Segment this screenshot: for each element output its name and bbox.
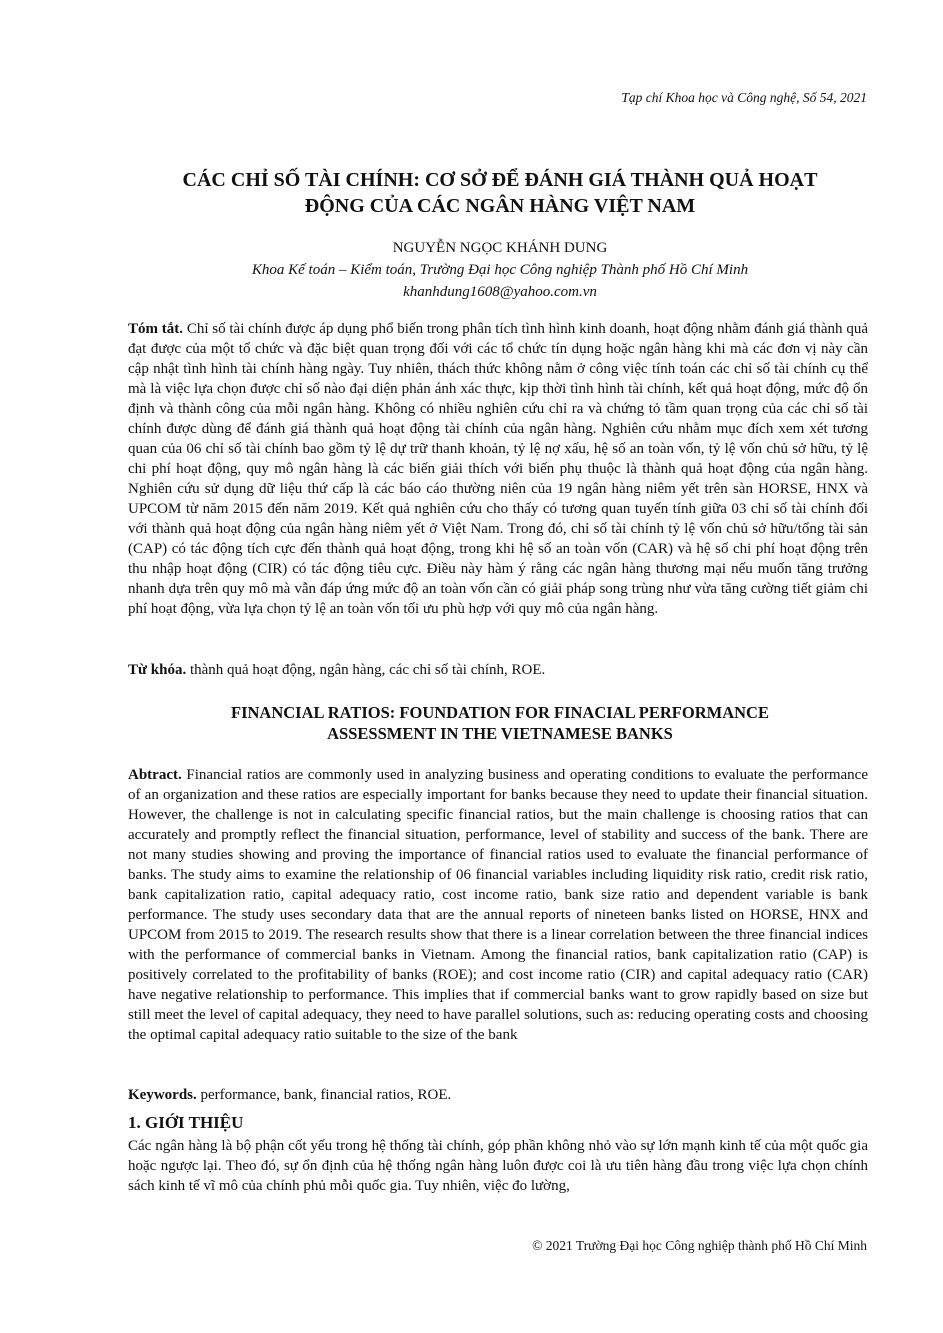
- keywords-english: [128, 1085, 868, 1105]
- abstract-vietnamese-label: Tóm tắt.: [128, 321, 184, 337]
- keywords-vietnamese: [128, 660, 868, 680]
- author-block: [120, 237, 880, 303]
- footer-copyright: © 2021 Trường Đại học Công nghiệp thành phố Hồ Chí Minh: [532, 1238, 867, 1253]
- introduction-paragraph: Các ngân hàng là bộ phận cốt yếu trong hệ thống tài chính, góp phần không nhỏ vào sự lớn mạnh kinh tế của một quốc gia hoặc ngược lại. Theo đó, sự ổn định của hệ thống ngân hàng luôn được coi là ưu tiên hàng đầu trong việc lựa chọn chính sách kinh tế vĩ mô của chính phủ mỗi quốc gia. Tuy nhiên, việc đo lường,: [128, 1138, 868, 1194]
- author-email: khanhdung1608@yahoo.com.vn: [403, 284, 597, 300]
- keywords-vietnamese-label: Từ khóa.: [128, 662, 187, 678]
- title-vietnamese-line1: CÁC CHỈ SỐ TÀI CHÍNH: CƠ SỞ ĐỂ ĐÁNH GIÁ THÀNH QUẢ HOẠT: [182, 169, 818, 191]
- keywords-vietnamese-text: thành quả hoạt động, ngân hàng, các chỉ số tài chính, ROE.: [189, 662, 546, 678]
- abstract-english-text: Financial ratios are commonly used in analyzing business and operating conditions to evaluate the performance of an organization and these ratios are especially important for banks because they need to update their financial situation. However, the challenge is not in calculating specific financial ratios, but the main challenge is choosing ratios that can accurately and promptly reflect the financial situation, performance, level of stability and success of the bank. There are not many studies showing and proving the importance of financial ratios used to evaluate the financial performance of banks. The study aims to examine the relationship of 06 financial variables including liquidity risk ratio, credit risk ratio, bank capitalization ratio, capital adequacy ratio, cost income ratio, bank size ratio and dependent variable is bank performance. The study uses secondary data that are the annual reports of nineteen banks listed on HORSE, HNX and UPCOM from 2015 to 2019. The research results show that there is a linear correlation between the three financial indices with the performance of commercial banks in Vietnam. Among the financial ratios, bank capitalization ratio (CAP) is positively correlated to the profitability of banks (ROE); and cost income ratio (CIR) and capital adequacy ratio (CAR) have negative relationship to performance. This implies that if commercial banks want to grow rapidly based on size but still meet the level of capital adequacy, they need to have parallel solutions, such as: reducing operating costs and choosing the optimal capital adequacy ratio suitable to the size of the bank: [128, 767, 868, 1043]
- abstract-english: [128, 765, 868, 1045]
- abstract-vietnamese: [128, 319, 868, 619]
- section-heading-introduction: 1. GIỚI THIỆU: [128, 1113, 244, 1132]
- journal-header: Tạp chí Khoa học và Công nghệ, Số 54, 2021: [621, 90, 867, 105]
- title-vietnamese-line2: ĐỘNG CỦA CÁC NGÂN HÀNG VIỆT NAM: [304, 195, 696, 217]
- author-affiliation: Khoa Kế toán – Kiểm toán, Trường Đại học Công nghiệp Thành phố Hồ Chí Minh: [251, 262, 749, 278]
- abstract-vietnamese-text: Chỉ số tài chính được áp dụng phổ biến trong phân tích tình hình kinh doanh, hoạt động nhằm đánh giá thành quả đạt được của một tổ chức và đặc biệt quan trọng đối với các tổ chức tín dụng hoặc ngân hàng khi mà các đơn vị này cần cập nhật tình hình tài chính hàng ngày. Tuy nhiên, thách thức không nằm ở công việc tính toán các chỉ số tài chính cụ thể mà là việc lựa chọn được chỉ số nào đại diện phản ánh xác thực, kịp thời tình hình tài chính, kết quả hoạt động, mức độ ổn định và thành công của mỗi ngân hàng. Không có nhiều nghiên cứu chỉ ra và chứng tỏ tầm quan trọng của các chỉ số tài chính được dùng để đánh giá thành quả hoạt động tài chính của ngân hàng. Nghiên cứu nhằm mục đích xem xét tương quan của 06 chỉ số tài chính bao gồm tỷ lệ dự trữ thanh khoản, tỷ lệ nợ xấu, hệ số an toàn vốn, tỷ lệ vốn chủ sở hữu, tỷ lệ chi phí hoạt động, quy mô ngân hàng là các biến giải thích với biến phụ thuộc là thành quả hoạt động của ngân hàng. Nghiên cứu sử dụng dữ liệu thứ cấp là các báo cáo thường niên của 19 ngân hàng niêm yết trên sàn HORSE, HNX và UPCOM từ năm 2015 đến năm 2019. Kết quả nghiên cứu cho thấy có tương quan tuyến tính giữa 03 chỉ số tài chính đối với thành quả hoạt động của ngân hàng niêm yết ở Việt Nam. Trong đó, chỉ số tài chính tỷ lệ vốn chủ sở hữu/tổng tài sản (CAP) có tác động tích cực đến thành quả hoạt động, trong khi hệ số an toàn vốn (CAR) và hệ số chi phí hoạt động trên thu nhập hoạt động (CIR) có tác động tiêu cực. Điều này hàm ý rằng các ngân hàng thương mại nếu muốn tăng trưởng nhanh dựa trên quy mô mà vẫn đáp ứng mức độ an toàn vốn cần có giải pháp song trùng như vừa tăng cường tiết giảm chi phí hoạt động, vừa lựa chọn tỷ lệ an toàn vốn tối ưu phù hợp với quy mô của ngân hàng.: [128, 321, 868, 617]
- title-english: [120, 702, 880, 744]
- author-name: NGUYỄN NGỌC KHÁNH DUNG: [392, 240, 608, 256]
- keywords-english-label: Keywords.: [128, 1087, 197, 1103]
- title-english-line1: FINANCIAL RATIOS: FOUNDATION FOR FINACIAL PERFORMANCE: [231, 703, 769, 722]
- abstract-english-label: Abtract.: [128, 767, 182, 783]
- keywords-english-text: performance, bank, financial ratios, ROE.: [200, 1087, 452, 1103]
- title-vietnamese: [120, 167, 880, 219]
- title-english-line2: ASSESSMENT IN THE VIETNAMESE BANKS: [327, 724, 673, 743]
